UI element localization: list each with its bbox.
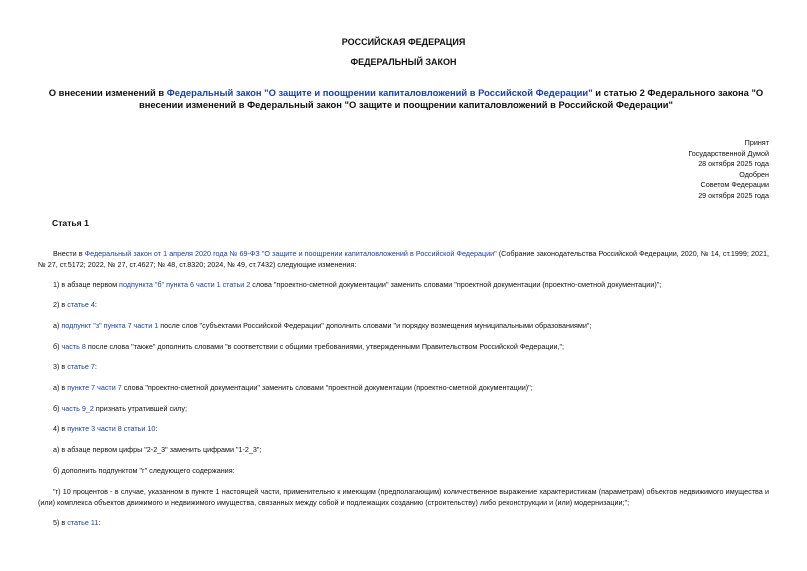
p6-text-1: а) в (53, 383, 68, 392)
p12-link[interactable]: статье 11 (67, 518, 99, 527)
p6-text-2: слова "проектно-сметной документации" заменить словами "проектной документации (проектно-сметной документации)"; (121, 383, 533, 392)
p4-text-1: б) (53, 342, 62, 351)
p4-link[interactable]: часть 8 (61, 342, 86, 351)
p12-text-2: : (98, 518, 101, 527)
p7-text-1: б) (53, 404, 62, 413)
adoption-line-3: 28 октября 2025 года (698, 159, 769, 169)
p0-text-2: (Собрание законодательства Российской Федерации, 2020, № 14, ст.1999; 2021, № 27, ст.5172; 2022, № 27, ст.4627; № 48, ст.8320; 2024, № 49, ст.7432) следующие изменения: (38, 249, 769, 270)
article-heading: Статья 1 (52, 218, 89, 228)
p8-text-2: : (155, 424, 158, 433)
p2-text-2: : (94, 300, 97, 309)
paragraph-3 (38, 320, 769, 331)
p0-text-1: Внести в (53, 249, 85, 258)
paragraph-4 (38, 341, 769, 352)
p5-text-1: 3) в (53, 362, 68, 371)
p1-text-2: слова "проектно-сметной документации" заменить словами "проектной документации (проектно-сметной документации)"; (250, 280, 662, 289)
adoption-line-1: Принят (744, 138, 769, 147)
p6-link[interactable]: пункте 7 части 7 (67, 383, 122, 392)
p12-text-1: 5) в (53, 518, 68, 527)
adoption-line-4: Одобрен (739, 169, 769, 179)
p10-text: б) дополнить подпунктом "г" следующего содержания: (53, 466, 235, 475)
title-link[interactable]: Федеральный закон "О защите и поощрении капиталовложений в Российской Федерации" (166, 87, 593, 98)
p7-link[interactable]: часть 9_2 (61, 404, 94, 413)
doc-type-heading: ФЕДЕРАЛЬНЫЙ ЗАКОН (350, 57, 457, 67)
p3-text-2: после слов "субъектами Российской Федерации" дополнить словами "и порядку возмещения муниципальными образованиями"; (158, 321, 592, 330)
p8-link[interactable]: пункте 3 части 8 статьи 10 (67, 424, 156, 433)
paragraph-10 (38, 465, 769, 476)
p9-text: а) в абзаце первом цифры "2-2_3" заменить цифрами "1-2_3"; (53, 445, 262, 454)
p2-text-1: 2) в (53, 300, 68, 309)
paragraph-5 (38, 361, 769, 372)
country-heading: РОССИЙСКАЯ ФЕДЕРАЦИЯ (341, 37, 466, 47)
paragraph-7 (38, 403, 769, 414)
adoption-block (569, 138, 769, 202)
paragraph-12 (38, 517, 769, 528)
title-text-1: О внесении изменений в (48, 87, 167, 98)
p5-text-2: : (94, 362, 97, 371)
paragraph-6 (38, 382, 769, 393)
p7-text-2: признать утратившей силу; (93, 404, 187, 413)
p1-link[interactable]: подпункта "б" пункта 6 части 1 статьи 2 (119, 280, 251, 289)
p3-text-1: а) (53, 321, 62, 330)
p11-text: "г) 10 процентов - в случае, указанном в пункте 1 настоящей части, применительно к имеющим (предполагающим) количественное выражение характеристикам (параметрам) объектов недвижимого имущества и (или) комплекса объектов движимого и недвижимого имущества, связанных между собой и подлежащих созданию (строительству) либо реконструкции и (или) модернизации;"; (38, 487, 769, 508)
adoption-line-2: Государственной Думой (688, 148, 769, 158)
p0-link[interactable]: Федеральный закон от 1 апреля 2020 года № 69-ФЗ "О защите и поощрении капиталовложений в Российской Федерации" (84, 249, 497, 258)
p2-link[interactable]: статье 4 (67, 300, 95, 309)
paragraph-intro (38, 248, 769, 270)
p1-text-1: 1) в абзаце первом (53, 280, 120, 289)
paragraph-11 (38, 486, 769, 508)
paragraph-9 (38, 444, 769, 455)
p8-text-1: 4) в (53, 424, 68, 433)
p4-text-2: после слова "также" дополнить словами "в соответствии с общими требованиями, утвержденными Правительством Российской Федерации,"; (85, 342, 565, 351)
adoption-line-6: 29 октября 2025 года (698, 190, 769, 200)
title-text-2: и статью 2 Федерального закона "О внесении изменений в Федеральный закон "О защите и поощрении капиталовложений в Российской Федерации" (139, 87, 764, 110)
paragraph-1 (38, 279, 769, 290)
p3-link[interactable]: подпункт "з" пункта 7 части 1 (61, 321, 159, 330)
paragraph-2 (38, 299, 769, 310)
p5-link[interactable]: статье 7 (67, 362, 95, 371)
law-title (36, 87, 776, 111)
adoption-line-5: Советом Федерации (700, 180, 769, 190)
paragraph-8 (38, 423, 769, 434)
